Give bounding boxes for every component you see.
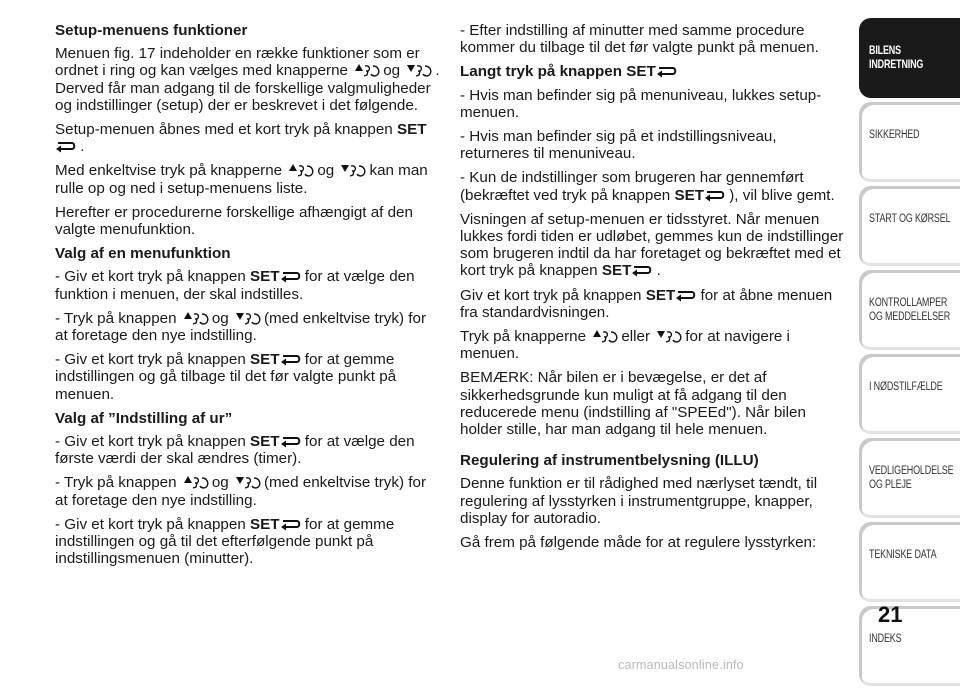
set-label: SET	[250, 268, 280, 286]
tab-label: KONTROLLAMPER OG MEDDELELSER	[869, 297, 951, 323]
set-label: SET	[250, 515, 280, 533]
heading-setup-functions: Setup-menuens funktioner	[55, 22, 248, 39]
tab-label: SIKKERHED	[869, 129, 920, 141]
text: for at navigere i menuen.	[460, 328, 790, 363]
up-arrow-button-icon	[183, 311, 210, 326]
text: for at åbne menuen fra standardvisningen.	[460, 286, 833, 321]
down-arrow-button-icon	[235, 475, 262, 490]
set-return-arrow-icon	[632, 263, 652, 278]
step-select-hours	[55, 433, 440, 467]
paragraph-lighting-intro: Denne funktion er til rådighed med nærlyset tændt, til regulering af lysstyrken i instrumentgruppe, knapper, display for autoradio.	[460, 475, 818, 527]
text: Visningen af setup-menuen er tidsstyret. Når menuen lukkes fordi tiden er udløbet, gemmes kun de indstillinger som brugeren indtil da har foretaget og bekræftet med et kort tryk på knappen	[460, 210, 844, 280]
set-label: SET	[250, 433, 280, 451]
step-clock-new-setting	[55, 474, 440, 508]
page-number: 21	[878, 602, 903, 627]
step-select-function	[55, 268, 440, 302]
text: - Giv et kort tryk på knappen	[55, 351, 246, 369]
text: (med enkeltvise tryk) for at foretage den nye indstilling.	[55, 309, 426, 345]
tab-label: INDEKS	[869, 633, 902, 645]
text: og	[211, 474, 229, 492]
heading-long-press	[460, 63, 845, 80]
paragraph-menu-intro	[55, 45, 440, 114]
set-label: SET	[645, 286, 676, 304]
down-arrow-button-icon	[406, 63, 433, 78]
watermark: carmanualsonline.info	[618, 658, 744, 672]
text: Langt tryk på knappen	[460, 63, 623, 81]
up-arrow-button-icon	[592, 329, 619, 344]
paragraph-navigate	[460, 328, 845, 362]
paragraph-procedures: Herefter er procedurerne forskellige afhængigt af den valgte menufunktion.	[55, 203, 413, 239]
text: Menuen fig. 17 indeholder en række funktioner som er ordnet i ring og kan vælges med knapperne	[55, 45, 420, 80]
set-return-arrow-icon	[281, 269, 301, 284]
paragraph-after-minutes: - Efter indstilling af minutter med samme procedure kommer du tilbage til det før valgte punkt på menuen.	[460, 22, 819, 57]
paragraph-lighting-proceed: Gå frem på følgende måde for at regulere lysstyrken:	[460, 534, 817, 552]
text: og	[317, 162, 335, 180]
down-arrow-button-icon	[340, 163, 367, 178]
set-return-arrow-icon	[56, 139, 76, 154]
paragraph-note: BEMÆRK: Når bilen er i bevægelse, er det af sikkerhedsgrunde kun muligt at få adgang til den reducerede menu (indstilling af "SPEEd"). Når bilen holder stille, har man adgang til hele menuen.	[460, 369, 806, 439]
set-return-arrow-icon	[657, 64, 677, 79]
paragraph-time-controlled	[460, 211, 845, 280]
set-return-arrow-icon	[281, 434, 301, 449]
text: for at gemme indstillingen og gå til det efterfølgende punkt på indstillingsmenuen (minutter).	[55, 515, 395, 568]
text: - Kun de indstillinger som brugeren har gennemført (bekræftet ved tryk på knappen	[460, 169, 804, 204]
paragraph-open-setup	[55, 121, 440, 155]
set-label: SET	[601, 262, 632, 280]
tab-vedligeholdelse[interactable]	[859, 438, 960, 518]
text: .	[656, 262, 661, 280]
tab-label: I NØDSTILFÆLDE	[869, 381, 943, 393]
up-arrow-button-icon	[354, 63, 381, 78]
left-column	[55, 22, 440, 574]
tab-label: START OG KØRSEL	[869, 213, 951, 225]
set-label: SET	[674, 186, 704, 204]
text: og	[383, 62, 401, 80]
paragraph-scroll	[55, 162, 440, 196]
text: . Derved får man adgang til de forskellige valgmuligheder og indstillinger (setup) der er beskrevet i det følgende.	[55, 62, 440, 114]
tab-label: VEDLIGEHOLDELSE OG PLEJE	[869, 465, 954, 491]
text: for at vælge den funktion i menuen, der skal indstilles.	[55, 268, 415, 303]
text: Giv et kort tryk på knappen	[460, 286, 642, 304]
step-new-setting	[55, 310, 440, 344]
tab-bilens-indretning[interactable]	[859, 18, 960, 98]
step-clock-save	[55, 516, 440, 568]
tab-indeks[interactable]	[859, 606, 960, 686]
set-label: SET	[396, 121, 427, 139]
down-arrow-button-icon	[656, 329, 683, 344]
tab-label: BILENS INDRETNING	[869, 45, 924, 71]
set-return-arrow-icon	[281, 352, 301, 367]
text: - Tryk på knappen	[55, 474, 177, 492]
heading-instrument-lighting: Regulering af instrumentbelysning (ILLU)	[460, 452, 759, 470]
tab-kontrollamper[interactable]	[859, 270, 960, 350]
text: kan man rulle op og ned i setup-menuens liste.	[55, 162, 428, 197]
chapter-tabs	[859, 18, 960, 690]
text: Tryk på knapperne	[460, 328, 587, 346]
paragraph-menu-level: - Hvis man befinder sig på menuniveau, lukkes setup-menuen.	[460, 86, 822, 121]
paragraph-setting-level: - Hvis man befinder sig på et indstillingsniveau, returneres til menuniveau.	[460, 128, 777, 163]
text: (med enkeltvise tryk) for at foretage den nye indstilling.	[55, 474, 426, 509]
text: og	[211, 309, 229, 327]
text: Setup-menuen åbnes med et kort tryk på knappen	[55, 121, 393, 139]
text: for at gemme indstillingen og gå tilbage til det før valgte punkt på menuen.	[55, 351, 397, 403]
text: .	[80, 138, 85, 156]
text: - Giv et kort tryk på knappen	[55, 515, 246, 533]
set-return-arrow-icon	[676, 288, 696, 303]
tab-nodstilfaelde[interactable]	[859, 354, 960, 434]
paragraph-saved-settings	[460, 169, 845, 203]
text: - Tryk på knappen	[55, 309, 177, 327]
text: Med enkeltvise tryk på knapperne	[55, 162, 283, 180]
up-arrow-button-icon	[183, 475, 210, 490]
text: ), vil blive gemt.	[729, 186, 835, 204]
text: - Giv et kort tryk på knappen	[55, 268, 246, 286]
text: for at vælge den første værdi der skal ændres (timer).	[55, 433, 415, 468]
text: - Giv et kort tryk på knappen	[55, 433, 246, 451]
tab-label: TEKNISKE DATA	[869, 549, 937, 561]
set-return-arrow-icon	[281, 517, 301, 532]
paragraph-open-from-standard	[460, 287, 845, 321]
set-label: SET	[250, 351, 280, 369]
step-save-setting	[55, 351, 440, 403]
right-column	[460, 22, 845, 558]
heading-select-menu-function: Valg af en menufunktion	[55, 245, 231, 263]
up-arrow-button-icon	[288, 163, 315, 178]
set-return-arrow-icon	[705, 188, 725, 203]
tab-sikkerhed[interactable]	[859, 102, 960, 182]
set-label: SET	[626, 63, 656, 81]
text: eller	[621, 328, 651, 346]
heading-clock-setting: Valg af ”Indstilling af ur”	[55, 409, 233, 427]
tab-start-og-korsel[interactable]	[859, 186, 960, 266]
tab-tekniske-data[interactable]	[859, 522, 960, 602]
down-arrow-button-icon	[235, 311, 262, 326]
